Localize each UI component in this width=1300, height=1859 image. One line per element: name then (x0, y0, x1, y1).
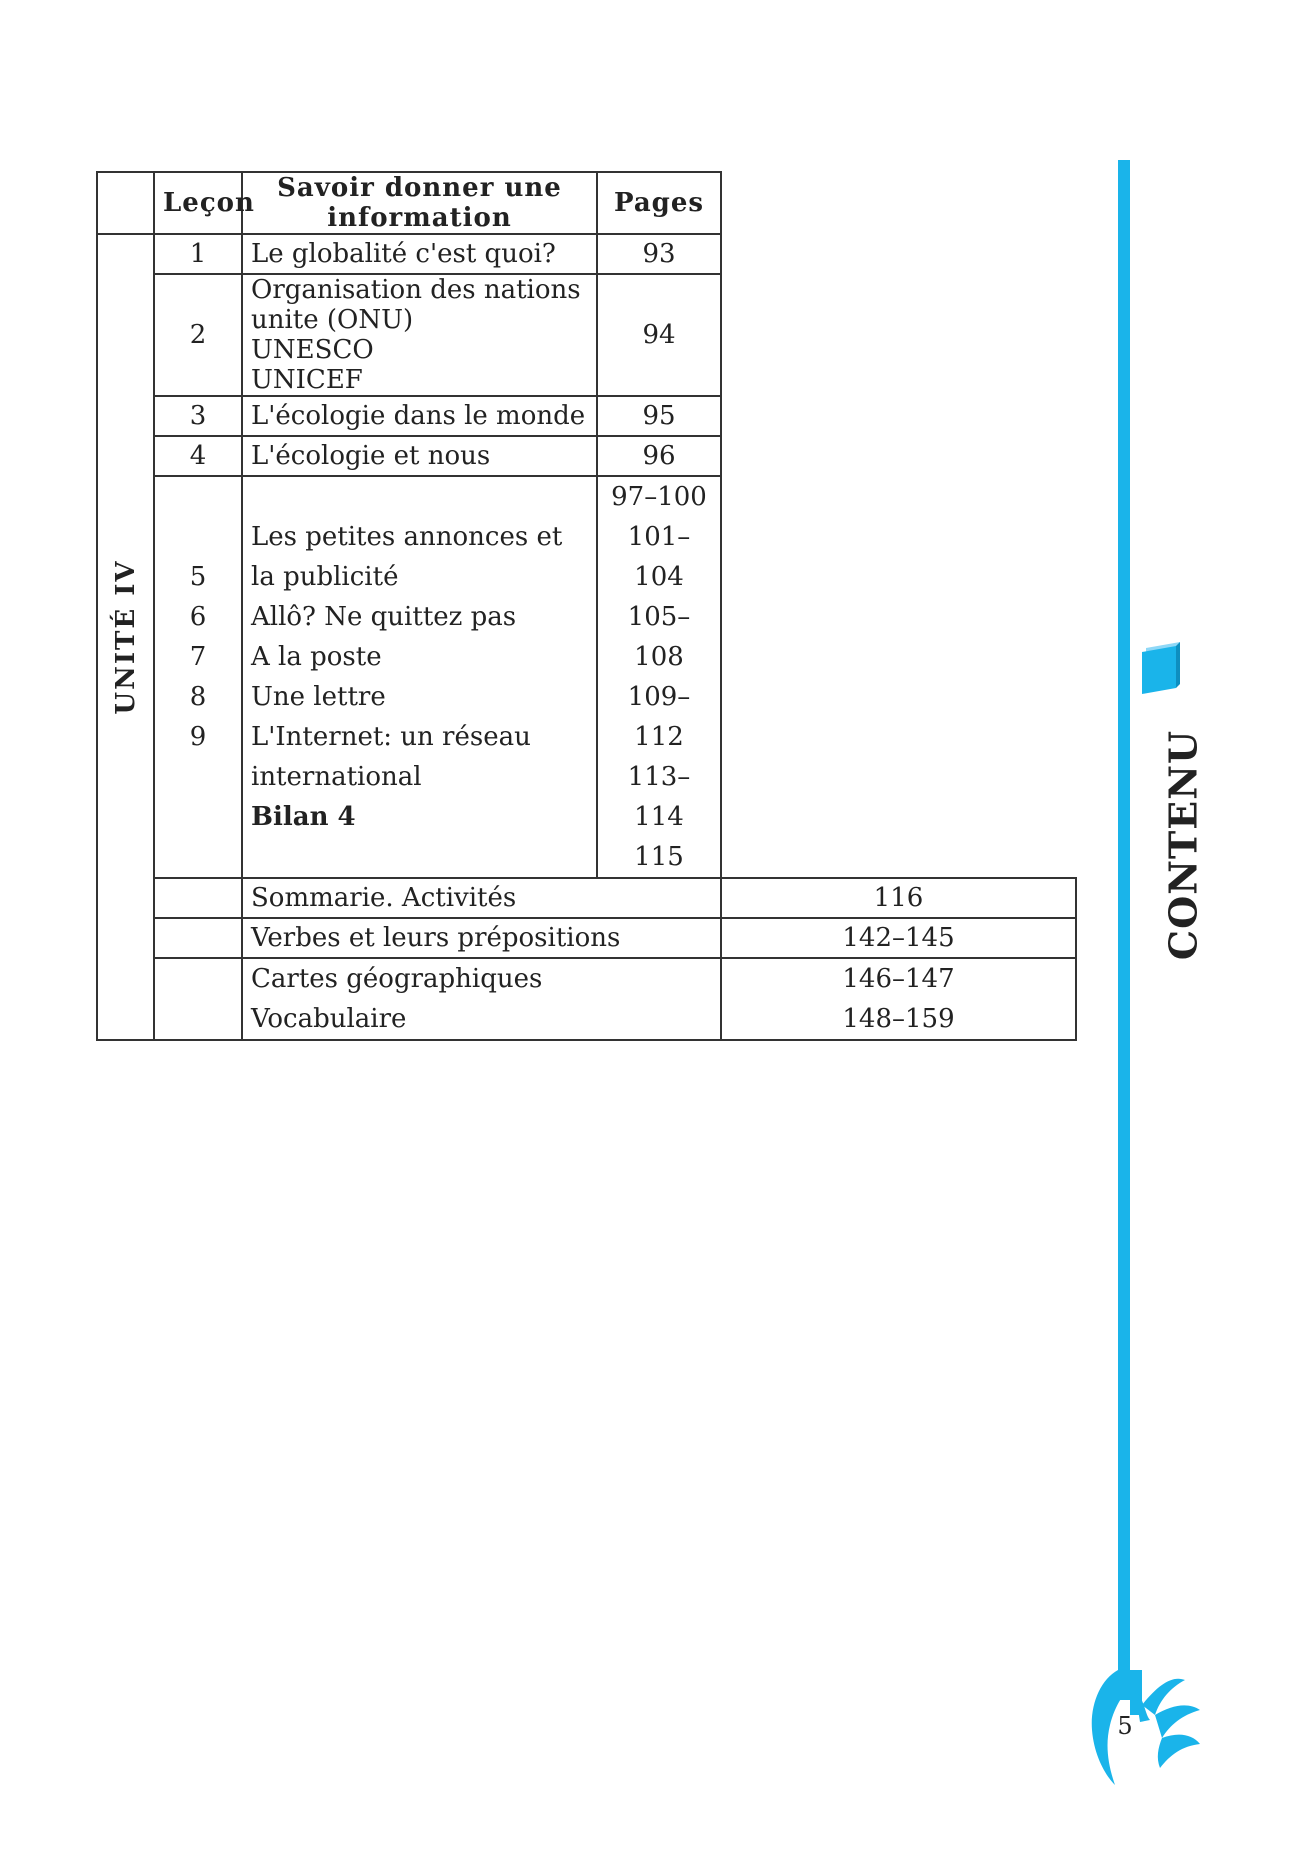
sidebar-accent-bar (1118, 160, 1130, 1700)
header-topic: Savoir donner une information (242, 172, 597, 234)
header-empty-cell (97, 172, 154, 234)
lesson-pages: 113–114 (627, 762, 691, 832)
lesson-number: 4 (154, 436, 242, 476)
appendix-title-list (242, 958, 721, 1040)
lesson-title: L'Internet: un réseau international (251, 722, 531, 792)
section-title: CONTENU (1160, 729, 1206, 961)
appendix-title: Vocabulaire (251, 1004, 407, 1034)
lesson-pages: 95 (597, 396, 721, 436)
appendix-pages: 148–159 (842, 1004, 955, 1034)
header-lesson: Leçon (154, 172, 242, 234)
appendix-title: Cartes géographiques (251, 964, 543, 994)
book-icon (1140, 640, 1188, 696)
lesson-number: 7 (189, 642, 207, 672)
table-row (97, 234, 1076, 274)
lesson-title: Une lettre (251, 682, 386, 712)
appendix-pages: 142–145 (721, 918, 1076, 958)
review-title: Bilan 4 (251, 802, 356, 832)
lesson-pages: 97–100 (611, 482, 707, 512)
empty-cell (154, 958, 242, 1040)
lesson-number-list (154, 476, 242, 878)
lesson-pages: 109–112 (627, 682, 691, 752)
lesson-title: Les petites annonces et la publicité (251, 522, 563, 592)
unit-cell (97, 234, 154, 1040)
lesson-number (163, 757, 233, 797)
lesson-title: L'écologie et nous (242, 436, 597, 476)
page-number: 5 (1117, 1712, 1133, 1740)
unit-label: UNITÉ IV (110, 559, 141, 715)
lesson-title: Allô? Ne quittez pas (251, 602, 517, 632)
appendix-pages: 146–147 (842, 964, 955, 994)
lesson-pages: 101–104 (627, 522, 691, 592)
lesson-title-line: UNESCO (251, 335, 374, 365)
table-header-row (97, 172, 1076, 234)
lesson-title-line: UNICEF (251, 365, 363, 395)
empty-cell (154, 918, 242, 958)
contents-table (96, 171, 1077, 1041)
lesson-title: L'écologie dans le monde (242, 396, 597, 436)
lesson-title: Le globalité c'est quoi? (242, 234, 597, 274)
lesson-title (242, 274, 597, 396)
empty-cell (154, 878, 242, 918)
review-pages: 115 (634, 842, 684, 872)
lesson-number: 5 (189, 562, 207, 592)
lesson-number: 2 (154, 274, 242, 396)
lesson-title: A la poste (251, 642, 382, 672)
lesson-pages: 94 (597, 274, 721, 396)
lesson-pages: 105–108 (627, 602, 691, 672)
lesson-pages: 96 (597, 436, 721, 476)
appendix-title: Verbes et leurs prépositions (242, 918, 721, 958)
table-row (97, 274, 1076, 396)
lesson-number: 1 (154, 234, 242, 274)
lesson-title-list (242, 476, 597, 878)
lesson-title-line: Organisation des nations unite (ONU) (251, 275, 581, 335)
table-row (97, 396, 1076, 436)
appendix-row (97, 958, 1076, 1040)
lesson-number: 8 (189, 682, 207, 712)
header-pages: Pages (597, 172, 721, 234)
appendix-row (97, 918, 1076, 958)
appendix-title: Sommarie. Activités (242, 878, 721, 918)
lesson-number: 6 (189, 602, 207, 632)
lesson-number: 3 (154, 396, 242, 436)
table-row-group (97, 476, 1076, 878)
lesson-number: 9 (189, 722, 207, 752)
lesson-pages-list (597, 476, 721, 878)
appendix-pages: 116 (721, 878, 1076, 918)
table-row (97, 436, 1076, 476)
appendix-row (97, 878, 1076, 918)
appendix-pages-list (721, 958, 1076, 1040)
lesson-pages: 93 (597, 234, 721, 274)
